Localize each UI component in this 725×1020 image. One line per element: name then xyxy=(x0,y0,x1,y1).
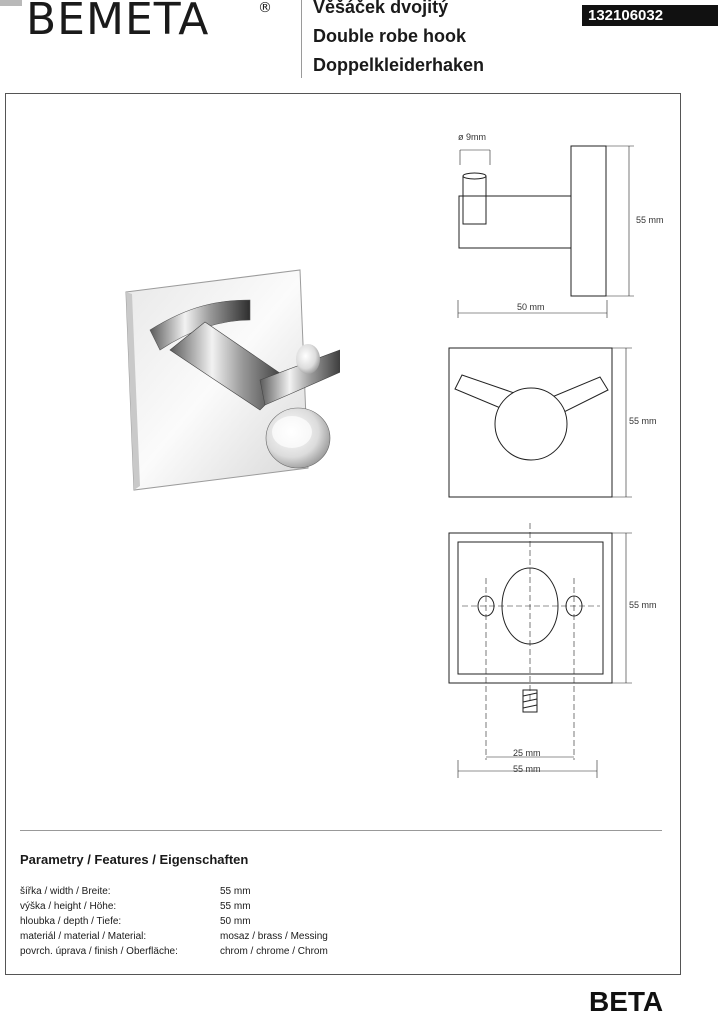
side-view-hook xyxy=(463,176,486,224)
dim-back-width: 55 mm xyxy=(513,764,541,774)
param-row xyxy=(20,914,328,929)
param-label: materiál / material / Material: xyxy=(20,931,147,942)
param-value: 50 mm xyxy=(220,916,251,927)
param-row xyxy=(20,884,328,899)
front-view-cap xyxy=(495,388,567,460)
param-row xyxy=(20,929,328,944)
param-value: mosaz / brass / Messing xyxy=(220,931,328,942)
params-table xyxy=(20,884,328,959)
dim-side-height: 55 mm xyxy=(636,215,664,225)
dim-front-height: 55 mm xyxy=(629,416,657,426)
dim-side-depth: 50 mm xyxy=(517,302,545,312)
param-label: výška / height / Höhe: xyxy=(20,901,117,912)
section-divider xyxy=(20,830,662,831)
param-row xyxy=(20,944,328,959)
brand-logo: BEMETA xyxy=(26,0,210,45)
product-code-badge: 132106032 xyxy=(582,5,718,26)
title-cz: Věšáček dvojitý xyxy=(313,0,449,17)
dim-back-height: 55 mm xyxy=(629,600,657,610)
title-de: Doppelkleiderhaken xyxy=(313,55,485,75)
side-view-plate xyxy=(571,146,606,296)
param-value: chrom / chrome / Chrom xyxy=(220,946,328,957)
param-value: 55 mm xyxy=(220,901,251,912)
param-row xyxy=(20,899,328,914)
param-label: povrch. úprava / finish / Oberfläche: xyxy=(20,946,178,957)
dim-hole-spacing: 25 mm xyxy=(513,748,541,758)
back-view-plate xyxy=(449,533,612,683)
params-heading: Parametry / Features / Eigenschaften xyxy=(20,852,249,867)
param-label: hloubka / depth / Tiefe: xyxy=(20,916,122,927)
title-en: Double robe hook xyxy=(313,26,466,46)
series-name: BETA xyxy=(589,986,664,1017)
registered-mark: ® xyxy=(258,0,272,16)
param-value: 55 mm xyxy=(220,886,251,897)
dim-hook-diameter: ø 9mm xyxy=(458,132,486,142)
param-label: šířka / width / Breite: xyxy=(20,886,111,897)
side-view-arm xyxy=(459,196,571,248)
